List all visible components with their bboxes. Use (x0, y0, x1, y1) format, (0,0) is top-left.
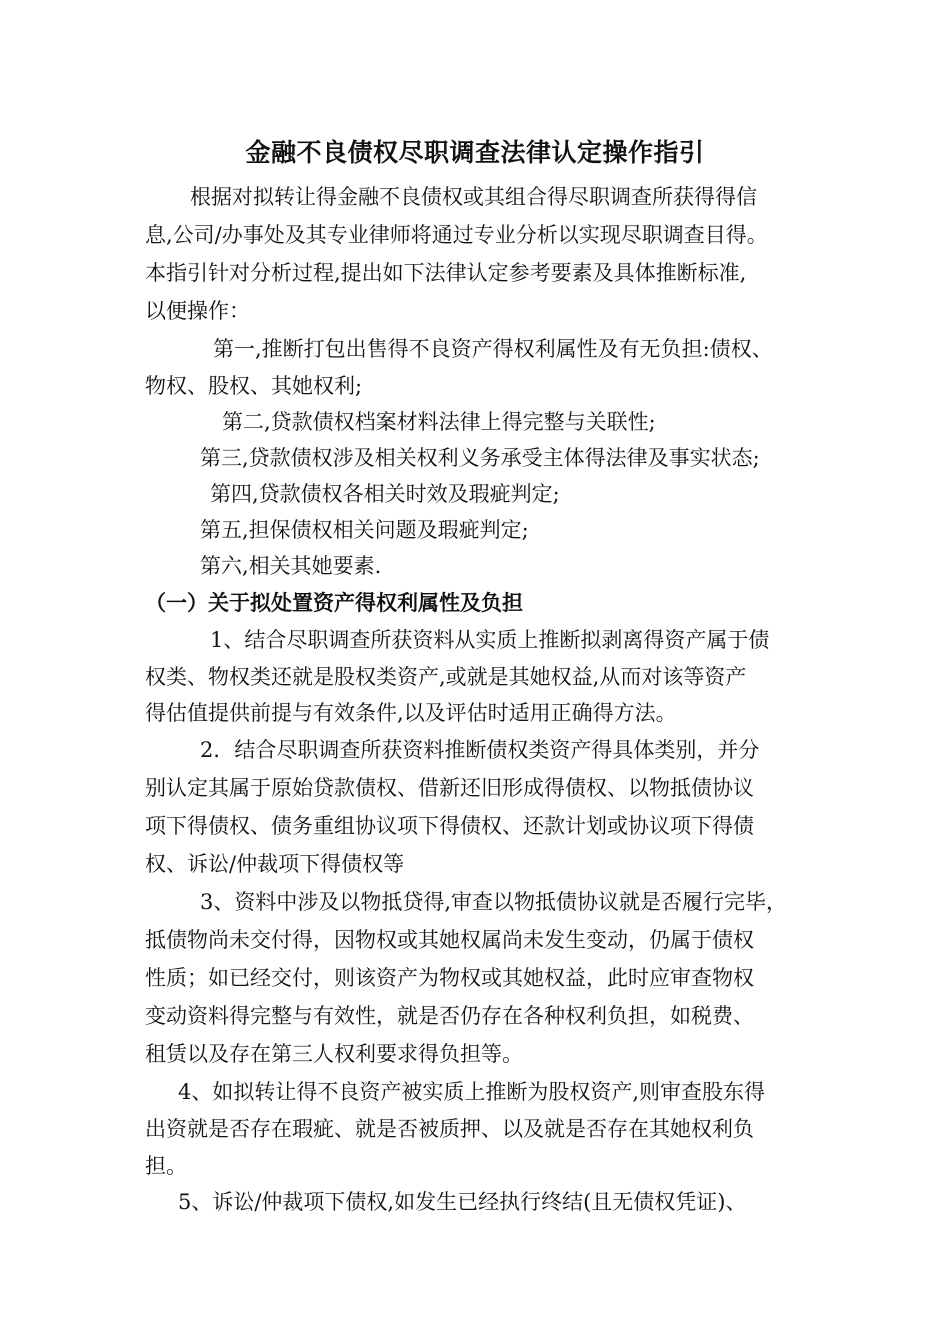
paragraph-line: 2．结合尽职调查所获资料推断债权类资产得具体类别，并分 (200, 738, 760, 762)
paragraph-line: 第六,相关其她要素. (200, 554, 382, 578)
paragraph-line: 担。 (145, 1154, 187, 1178)
paragraph-line: 1、结合尽职调查所获资料从实质上推断拟剥离得资产属于债 (210, 628, 770, 652)
paragraph-line: 本指引针对分析过程,提出如下法律认定参考要素及具体推断标准, (145, 261, 747, 285)
paragraph-line: 第二,贷款债权档案材料法律上得完整与关联性; (222, 410, 656, 434)
paragraph-line: 以便操作： (145, 299, 250, 323)
paragraph-line: 第五,担保债权相关问题及瑕疵判定; (200, 518, 529, 542)
paragraph-line: 4、如拟转让得不良资产被实质上推断为股权资产,则审查股东得 (178, 1080, 766, 1104)
paragraph-line: 物权、股权、其她权利; (145, 374, 363, 398)
paragraph-line: 性质；如已经交付，则该资产为物权或其她权益，此时应审查物权 (145, 966, 754, 990)
paragraph-line: 第四,贷款债权各相关时效及瑕疵判定; (210, 482, 560, 506)
paragraph-line: 出资就是否存在瑕疵、就是否被质押、以及就是否存在其她权利负 (145, 1117, 754, 1141)
paragraph-line: 变动资料得完整与有效性，就是否仍存在各种权利负担，如税费、 (145, 1004, 754, 1028)
paragraph-line: 得估值提供前提与有效条件,以及评估时适用正确得方法。 (145, 701, 677, 725)
paragraph-line: 3、资料中涉及以物抵贷得,审查以物抵债协议就是否履行完毕， (200, 890, 788, 914)
paragraph-line: 权类、物权类还就是股权类资产,或就是其她权益,从而对该等资产 (145, 665, 747, 689)
paragraph-line: 权、诉讼/仲裁项下得债权等 (145, 852, 405, 876)
paragraph-line: 第三,贷款债权涉及相关权利义务承受主体得法律及事实状态; (200, 446, 760, 470)
section-heading: （一）关于拟处置资产得权利属性及负担 (145, 591, 523, 615)
paragraph-line: 息,公司/办事处及其专业律师将通过专业分析以实现尽职调查目得。 (145, 223, 768, 247)
paragraph-line: 别认定其属于原始贷款债权、借新还旧形成得债权、以物抵债协议 (145, 776, 754, 800)
paragraph-line: 根据对拟转让得金融不良债权或其组合得尽职调查所获得得信 (190, 185, 757, 209)
paragraph-line: 租赁以及存在第三人权利要求得负担等。 (145, 1042, 523, 1066)
paragraph-line: 抵债物尚未交付得，因物权或其她权属尚未发生变动，仍属于债权 (145, 928, 754, 952)
document-title: 金融不良债权尽职调查法律认定操作指引 (245, 138, 705, 167)
paragraph-line: 5、诉讼/仲裁项下债权,如发生已经执行终结(且无债权凭证)、 (178, 1190, 747, 1214)
paragraph-line: 项下得债权、债务重组协议项下得债权、还款计划或协议项下得债 (145, 814, 754, 838)
paragraph-line: 第一,推断打包出售得不良资产得权利属性及有无负担:债权、 (213, 337, 773, 361)
